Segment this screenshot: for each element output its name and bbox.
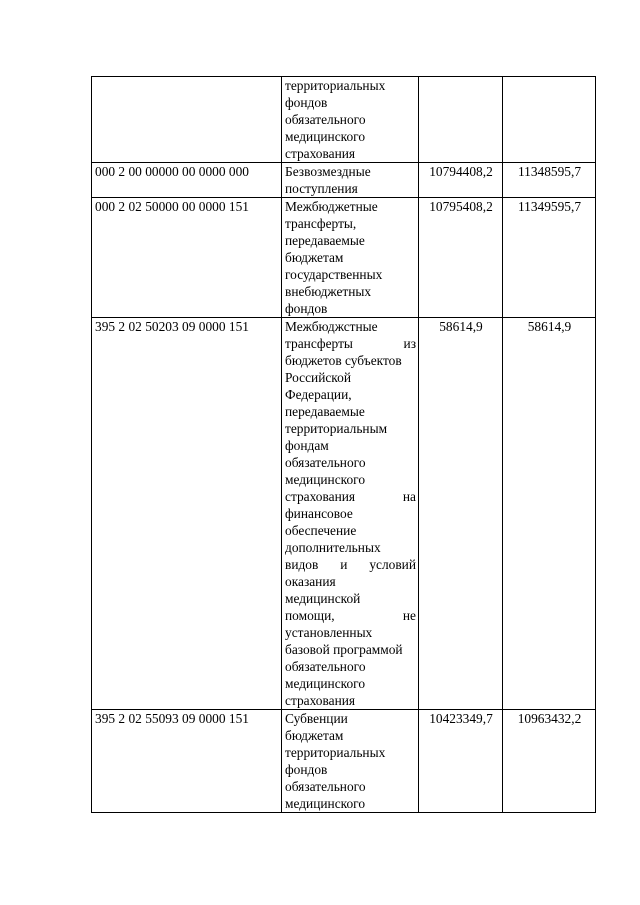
budget-table (91, 76, 596, 813)
name-line: территориальным (285, 421, 388, 436)
amount-year1-cell: 58614,9 (419, 318, 503, 710)
name-word: из (403, 336, 416, 351)
name-word: помощи, (285, 608, 335, 623)
name-line: бюджетам (285, 250, 344, 265)
amount-year1-cell: 10795408,2 (419, 198, 503, 318)
name-line: передаваемые (285, 233, 365, 248)
name-line: территориальных (285, 78, 386, 93)
amount-year1-cell: 10423349,7 (419, 710, 503, 813)
name-line (285, 607, 416, 624)
name-line: медицинского (285, 129, 366, 144)
revenue-name-cell (282, 77, 419, 163)
amount-year2-cell: 11349595,7 (503, 198, 596, 318)
name-line: Безвозмездные (285, 164, 371, 179)
amount-year2-cell: 11348595,7 (503, 163, 596, 198)
name-line: территориальных (285, 745, 386, 760)
name-word: условий (369, 557, 416, 572)
name-line: Межбюджстные (285, 319, 378, 334)
name-line: фондам (285, 438, 329, 453)
name-line: медицинского (285, 472, 366, 487)
amount-year1-cell (419, 77, 503, 163)
revenue-name-cell (282, 163, 419, 198)
name-line: Межбюджетные (285, 199, 378, 214)
name-line: государственных (285, 267, 383, 282)
name-line: поступления (285, 181, 358, 196)
budget-code-cell: 395 2 02 50203 09 0000 151 (92, 318, 282, 710)
name-word: видов (285, 557, 319, 572)
name-line: дополнительных (285, 540, 381, 555)
name-line: бюджетам (285, 728, 344, 743)
name-line: финансовое (285, 506, 353, 521)
name-line: фондов (285, 301, 328, 316)
name-line (285, 488, 416, 505)
name-line: оказания (285, 574, 336, 589)
name-line: медицинского (285, 676, 366, 691)
table-row (92, 710, 596, 813)
name-line: страхования (285, 693, 356, 708)
name-line: фондов (285, 95, 328, 110)
name-line: обязательного (285, 112, 366, 127)
name-word: не (402, 608, 416, 623)
name-line: трансферты, (285, 216, 357, 231)
name-line: фондов (285, 762, 328, 777)
budget-code-cell: 000 2 00 00000 00 0000 000 (92, 163, 282, 198)
name-line: медицинского (285, 796, 366, 811)
revenue-name-cell (282, 318, 419, 710)
table-row (92, 198, 596, 318)
amount-year1-cell: 10794408,2 (419, 163, 503, 198)
name-word: страхования (285, 489, 356, 504)
amount-year2-cell: 58614,9 (503, 318, 596, 710)
name-line: обязательного (285, 659, 366, 674)
name-word: и (340, 557, 348, 572)
name-line: передаваемые (285, 404, 365, 419)
name-line (285, 556, 416, 573)
name-line: Федерации, (285, 387, 352, 402)
amount-year2-cell (503, 77, 596, 163)
name-line: Субвенции (285, 711, 348, 726)
name-line: обязательного (285, 455, 366, 470)
name-line: обеспечение (285, 523, 357, 538)
name-line: установленных (285, 625, 373, 640)
name-line (285, 335, 416, 352)
name-line: обязательного (285, 779, 366, 794)
table-row (92, 163, 596, 198)
name-line: бюджетов субъектов (285, 353, 402, 368)
name-line: Российской (285, 370, 351, 385)
budget-code-cell: 395 2 02 55093 09 0000 151 (92, 710, 282, 813)
name-line: базовой программой (285, 642, 403, 657)
name-word: на (402, 489, 416, 504)
table-row (92, 77, 596, 163)
table-row (92, 318, 596, 710)
budget-table-body (92, 77, 596, 813)
budget-code-cell (92, 77, 282, 163)
revenue-name-cell (282, 198, 419, 318)
revenue-name-cell (282, 710, 419, 813)
name-line: медицинской (285, 591, 361, 606)
budget-code-cell: 000 2 02 50000 00 0000 151 (92, 198, 282, 318)
name-line: внебюджетных (285, 284, 372, 299)
amount-year2-cell: 10963432,2 (503, 710, 596, 813)
name-line: страхования (285, 146, 356, 161)
name-word: трансферты (285, 336, 353, 351)
